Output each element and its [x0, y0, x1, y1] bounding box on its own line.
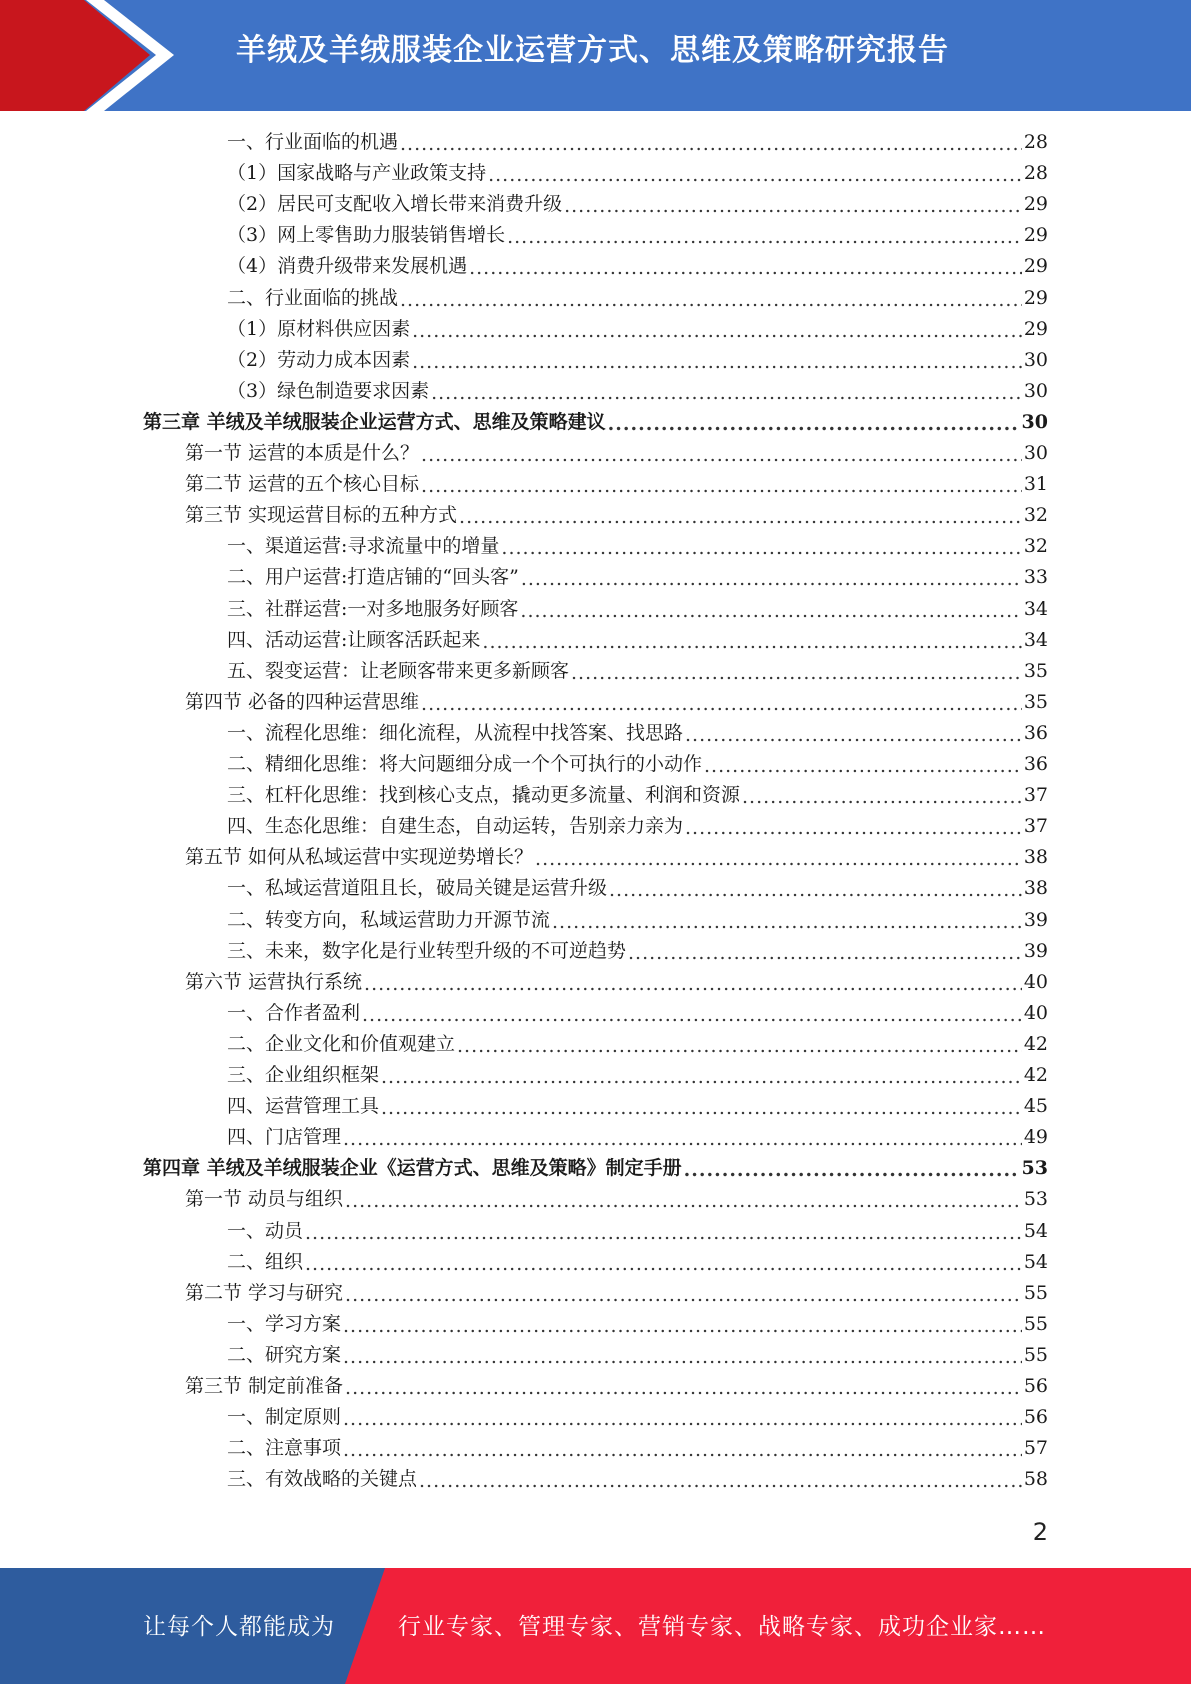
toc-leader-dots: [488, 161, 1022, 189]
toc-entry-title: 三、企业组织框架: [227, 1064, 380, 1086]
toc-entry-title: 三、未来，数字化是行业转型升级的不可逆趋势: [227, 940, 627, 962]
toc-entry-page: 53: [1021, 1157, 1048, 1179]
toc-entry[interactable]: [227, 1464, 1048, 1495]
toc-entry-title: 二、研究方案: [227, 1344, 342, 1366]
toc-entry-page: 55: [1023, 1282, 1048, 1304]
toc-leader-dots: [704, 752, 1022, 780]
toc-entry-title: 二、行业面临的挑战: [227, 287, 399, 309]
page-footer: [0, 1568, 1191, 1684]
toc-entry-title: 三、杠杆化思维：找到核心支点，撬动更多流量、利润和资源: [227, 784, 741, 806]
toc-leader-dots: [501, 534, 1021, 562]
toc-entry-title: 第五节 如何从私域运营中实现逆势增长？: [185, 846, 534, 868]
toc-entry-title: 二、用户运营:打造店铺的“回头客”: [227, 566, 519, 588]
toc-entry[interactable]: [227, 873, 1048, 904]
toc-entry-page: 45: [1023, 1095, 1048, 1117]
toc-leader-dots: [345, 1374, 1022, 1402]
toc-entry-title: 四、活动运营:让顾客活跃起来: [227, 629, 481, 651]
toc-entry-page: 38: [1023, 877, 1048, 899]
toc-entry-title: （3）网上零售助力服装销售增长: [227, 224, 506, 246]
toc-entry-title: 第二节 学习与研究: [185, 1282, 344, 1304]
toc-leader-dots: [381, 1063, 1022, 1091]
toc-leader-dots: [345, 1187, 1022, 1215]
report-title: 羊绒及羊绒服装企业运营方式、思维及策略研究报告: [236, 33, 949, 68]
toc-leader-dots: [520, 597, 1021, 625]
toc-entry-title: 一、渠道运营:寻求流量中的增量: [227, 535, 500, 557]
toc-entry-title: 第一节 动员与组织: [185, 1188, 344, 1210]
toc-entry[interactable]: [227, 594, 1048, 625]
toc-entry-page: 40: [1023, 971, 1048, 993]
toc-entry[interactable]: [185, 438, 1048, 469]
toc-entry[interactable]: [227, 1091, 1048, 1122]
toc-entry-title: 第三节 实现运营目标的五种方式: [185, 504, 458, 526]
toc-entry-title: 一、制定原则: [227, 1406, 342, 1428]
toc-entry-page: 42: [1023, 1064, 1048, 1086]
toc-entry-page: 38: [1023, 846, 1048, 868]
toc-entry-title: （1）国家战略与产业政策支持: [227, 162, 487, 184]
toc-entry[interactable]: [227, 998, 1048, 1029]
toc-entry-page: 54: [1023, 1251, 1048, 1273]
toc-leader-dots: [400, 286, 1022, 314]
toc-leader-dots: [412, 317, 1022, 345]
toc-entry[interactable]: [143, 407, 1048, 438]
toc-entry[interactable]: [227, 531, 1048, 562]
toc-leader-dots: [459, 503, 1022, 531]
toc-entry[interactable]: [227, 718, 1048, 749]
page-header: [0, 0, 1191, 111]
toc-entry-page: 37: [1023, 784, 1048, 806]
toc-leader-dots: [431, 379, 1022, 407]
toc-entry[interactable]: [185, 1278, 1048, 1309]
toc-entry-page: 56: [1023, 1375, 1048, 1397]
toc-entry-title: 一、行业面临的机遇: [227, 131, 399, 153]
toc-entry-page: 32: [1023, 504, 1048, 526]
toc-entry-page: 33: [1023, 566, 1048, 588]
toc-leader-dots: [400, 130, 1022, 158]
toc-entry-page: 34: [1023, 629, 1048, 651]
toc-entry-page: 30: [1021, 411, 1048, 433]
toc-entry-page: 35: [1023, 691, 1048, 713]
toc-entry-page: 36: [1023, 722, 1048, 744]
toc-entry[interactable]: [227, 220, 1048, 251]
toc-entry-page: 49: [1023, 1126, 1048, 1148]
toc-entry[interactable]: [185, 967, 1048, 998]
toc-leader-dots: [343, 1436, 1022, 1464]
toc-entry-title: 三、有效战略的关键点: [227, 1468, 418, 1490]
toc-entry-title: 一、合作者盈利: [227, 1002, 361, 1024]
toc-leader-dots: [564, 192, 1022, 220]
toc-entry[interactable]: [185, 1371, 1048, 1402]
toc-entry-page: 29: [1023, 255, 1048, 277]
toc-entry-page: 30: [1023, 349, 1048, 371]
toc-leader-dots: [381, 1094, 1022, 1122]
toc-entry-title: 二、精细化思维：将大问题细分成一个个可执行的小动作: [227, 753, 703, 775]
toc-entry-title: 四、运营管理工具: [227, 1095, 380, 1117]
toc-entry[interactable]: [185, 1184, 1048, 1215]
toc-entry-title: 一、学习方案: [227, 1313, 342, 1335]
toc-leader-dots: [412, 348, 1022, 376]
toc-leader-dots: [343, 1125, 1022, 1153]
toc-entry[interactable]: [227, 314, 1048, 345]
toc-entry[interactable]: [227, 158, 1048, 189]
toc-leader-dots: [421, 441, 1022, 469]
toc-entry-title: 第三章 羊绒及羊绒服装企业运营方式、思维及策略建议: [143, 411, 606, 433]
toc-entry[interactable]: [227, 283, 1048, 314]
toc-entry[interactable]: [227, 905, 1048, 936]
toc-leader-dots: [343, 1343, 1022, 1371]
toc-entry-page: 39: [1023, 909, 1048, 931]
toc-entry[interactable]: [185, 500, 1048, 531]
toc-entry-page: 28: [1023, 131, 1048, 153]
toc-entry[interactable]: [227, 1340, 1048, 1371]
toc-leader-dots: [362, 1001, 1022, 1029]
toc-entry-page: 39: [1023, 940, 1048, 962]
toc-entry-page: 42: [1023, 1033, 1048, 1055]
toc-entry-page: 56: [1023, 1406, 1048, 1428]
toc-entry-page: 54: [1023, 1220, 1048, 1242]
toc-leader-dots: [608, 410, 1020, 438]
toc-entry-page: 55: [1023, 1313, 1048, 1335]
toc-leader-dots: [482, 628, 1021, 656]
page-number: 2: [1032, 1518, 1048, 1546]
toc-entry[interactable]: [143, 1153, 1048, 1184]
toc-entry-page: 29: [1023, 287, 1048, 309]
toc-entry-page: 30: [1023, 442, 1048, 464]
toc-entry-title: 二、组织: [227, 1251, 304, 1273]
toc-leader-dots: [571, 659, 1022, 687]
toc-leader-dots: [343, 1312, 1022, 1340]
toc-leader-dots: [521, 565, 1022, 593]
toc-entry-page: 55: [1023, 1344, 1048, 1366]
toc-entry[interactable]: [227, 780, 1048, 811]
toc-entry[interactable]: [227, 625, 1048, 656]
toc-leader-dots: [421, 472, 1022, 500]
toc-entry-page: 34: [1023, 598, 1048, 620]
toc-leader-dots: [684, 1156, 1020, 1184]
toc-entry-title: 第四章 羊绒及羊绒服装企业《运营方式、思维及策略》制定手册: [143, 1157, 682, 1179]
toc-entry-page: 40: [1023, 1002, 1048, 1024]
toc-entry[interactable]: [227, 345, 1048, 376]
toc-entry-title: （3）绿色制造要求因素: [227, 380, 430, 402]
toc-entry[interactable]: [227, 1309, 1048, 1340]
toc-entry-title: 第六节 运营执行系统: [185, 971, 363, 993]
toc-leader-dots: [457, 1032, 1022, 1060]
toc-leader-dots: [421, 690, 1022, 718]
toc-entry-page: 53: [1023, 1188, 1048, 1210]
toc-entry-title: 第四节 必备的四种运营思维: [185, 691, 420, 713]
toc-entry-page: 36: [1023, 753, 1048, 775]
toc-leader-dots: [609, 876, 1022, 904]
toc-entry[interactable]: [227, 376, 1048, 407]
toc-entry-title: 五、裂变运营：让老顾客带来更多新顾客: [227, 660, 570, 682]
toc-leader-dots: [507, 223, 1022, 251]
toc-entry[interactable]: [227, 811, 1048, 842]
toc-entry-title: 二、注意事项: [227, 1437, 342, 1459]
toc-entry-page: 32: [1023, 535, 1048, 557]
toc-entry[interactable]: [227, 1433, 1048, 1464]
footer-slogan-right: 行业专家、管理专家、营销专家、战略专家、成功企业家……: [398, 1614, 1046, 1640]
toc-entry-page: 28: [1023, 162, 1048, 184]
toc-entry-page: 30: [1023, 380, 1048, 402]
header-red-arrow: [0, 0, 150, 111]
toc-leader-dots: [535, 845, 1022, 873]
toc-entry[interactable]: [227, 1060, 1048, 1091]
toc-leader-dots: [419, 1467, 1022, 1495]
toc-entry-title: （2）劳动力成本因素: [227, 349, 411, 371]
toc-entry-page: 29: [1023, 318, 1048, 340]
toc-entry-page: 29: [1023, 224, 1048, 246]
toc-entry[interactable]: [227, 127, 1048, 158]
toc-leader-dots: [469, 254, 1022, 282]
toc-entry[interactable]: [185, 469, 1048, 500]
toc-entry-title: （4）消费升级带来发展机遇: [227, 255, 468, 277]
toc-entry-page: 58: [1023, 1468, 1048, 1490]
toc-entry[interactable]: [227, 656, 1048, 687]
toc-entry-title: 三、社群运营:一对多地服务好顾客: [227, 598, 519, 620]
toc-entry[interactable]: [227, 1029, 1048, 1060]
toc-leader-dots: [685, 814, 1022, 842]
toc-leader-dots: [305, 1250, 1022, 1278]
toc-entry[interactable]: [227, 562, 1048, 593]
toc-entry-page: 37: [1023, 815, 1048, 837]
toc-leader-dots: [628, 939, 1022, 967]
toc-entry-title: 一、私域运营道阻且长，破局关键是运营升级: [227, 877, 608, 899]
toc-leader-dots: [345, 1281, 1022, 1309]
toc-entry[interactable]: [227, 749, 1048, 780]
toc-entry-title: （1）原材料供应因素: [227, 318, 411, 340]
toc-entry-page: 31: [1023, 473, 1048, 495]
toc-entry[interactable]: [227, 1247, 1048, 1278]
toc-leader-dots: [364, 970, 1022, 998]
toc-entry[interactable]: [227, 1122, 1048, 1153]
toc-entry-title: 二、企业文化和价值观建立: [227, 1033, 456, 1055]
toc-entry[interactable]: [227, 1402, 1048, 1433]
toc-entry-title: 一、流程化思维：细化流程，从流程中找答案、找思路: [227, 722, 684, 744]
toc-leader-dots: [343, 1405, 1022, 1433]
toc-entry-page: 57: [1023, 1437, 1048, 1459]
footer-slogan-left: 让每个人都能成为: [143, 1614, 335, 1640]
toc-entry[interactable]: [227, 1216, 1048, 1247]
toc-entry-title: （2）居民可支配收入增长带来消费升级: [227, 193, 563, 215]
toc-entry-title: 四、生态化思维：自建生态，自动运转，告别亲力亲为: [227, 815, 684, 837]
toc-entry-title: 第二节 运营的五个核心目标: [185, 473, 420, 495]
toc-entry[interactable]: [227, 189, 1048, 220]
toc-entry-page: 29: [1023, 193, 1048, 215]
toc-leader-dots: [552, 908, 1022, 936]
toc-entry-title: 第三节 制定前准备: [185, 1375, 344, 1397]
toc-entry[interactable]: [227, 936, 1048, 967]
toc-entry-title: 一、动员: [227, 1220, 304, 1242]
toc-entry-title: 二、转变方向，私域运营助力开源节流: [227, 909, 551, 931]
toc-leader-dots: [305, 1219, 1022, 1247]
toc-entry[interactable]: [185, 842, 1048, 873]
toc-entry-title: 四、门店管理: [227, 1126, 342, 1148]
toc-entry[interactable]: [185, 687, 1048, 718]
toc-leader-dots: [742, 783, 1022, 811]
toc-entry[interactable]: [227, 251, 1048, 282]
toc-entry-page: 35: [1023, 660, 1048, 682]
toc-entry-title: 第一节 运营的本质是什么？: [185, 442, 420, 464]
toc-leader-dots: [685, 721, 1022, 749]
